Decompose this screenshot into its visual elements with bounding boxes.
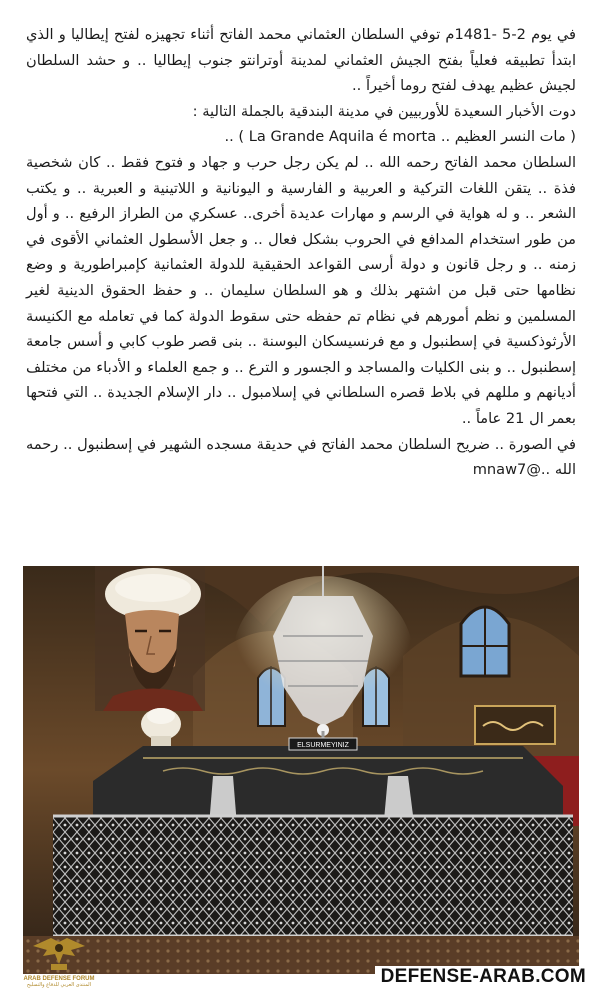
paragraph-biography: السلطان محمد الفاتح رحمه الله .. لم يكن رجل حرب و جهاد و فتوح فقط .. كان شخصية فذة .. يتقن اللغات التركية و العربية و الفارسية و اليونانية و اللاتينية و العبرية .. و يكتب الشعر .. و له هواية في الرسم و مهارات عديدة أخرى.. عسكري من الطراز الرفيع .. و أول من طور استخدام المدافع في الحروب بشكل فعال .. و جعل الأسطول العثماني الأقوى في زمنه .. و رجل قانون و دولة أرسى القواعد الحقيقية للدولة العثمانية كإمبراطورية و وضع نظامها حتى قبل من اشتهر بذلك و هو السلطان سليمان .. و حفظ الحقوق الدينية لغير المسلمين و نظم أمورهم في نظام تم حفظه حتى سقوط الدولة كما في تعامله مع الكنيسة الأرثوذكسية في إسطنبول و مع فرنسيسكان البوسنة .. بنى قصر طوب كابي و أسس جامعة إسطنبول .. و بنى الكليات والمساجد و الجسور و الترع .. و جمع العلماء و الأدباء من مختلف أديانهم و مللهم في بلاط قصره السلطاني في إسلامبول .. دار الإسلام الجديدة .. التي فتحها بعمر ال 21 عاماً .. xyxy=(26,153,576,427)
paragraph-venice-news: دوت الأخبار السعيدة للأوربيين في مدينة البندقية بالجملة التالية : xyxy=(192,102,576,120)
paragraph-death-date: في يوم 2-5 -1481م توفي السلطان العثماني محمد الفاتح أثناء تجهيزه لفتح إيطاليا و الذي ابتدأ تطبيقه فعلياً بفتح الجيش العثماني لمدينة أوترانتو جنوب إيطاليا .. و حشد السلطان لجيش عظيم يهدف لفتح روما أخيراً .. xyxy=(26,26,577,95)
tomb-sign-text: ELSURMEYINIZ xyxy=(297,742,349,749)
window-right xyxy=(461,606,509,676)
forum-logo xyxy=(4,934,114,992)
forum-logo-subtitle: المنتدى العربي للدفاع والتسليح xyxy=(26,982,92,988)
tomb-illustration xyxy=(23,566,579,974)
forum-logo-name: ARAB DEFENSE FORUM xyxy=(23,976,95,982)
sultan-portrait xyxy=(95,566,205,711)
tomb-photo xyxy=(23,566,579,974)
eagle-emblem-icon xyxy=(29,934,89,974)
paragraph-eagle-quote: ( مات النسر العظيم .. La Grande Aquila é morta ) .. xyxy=(224,128,576,146)
article-text xyxy=(26,22,576,483)
site-watermark: DEFENSE-ARAB.COM xyxy=(375,966,592,988)
paragraph-photo-caption: في الصورة .. ضريح السلطان محمد الفاتح في حديقة مسجده الشهير في إسطنبول .. رحمه الله ..@mnaw7 xyxy=(26,435,576,479)
grille-fence xyxy=(53,816,573,936)
